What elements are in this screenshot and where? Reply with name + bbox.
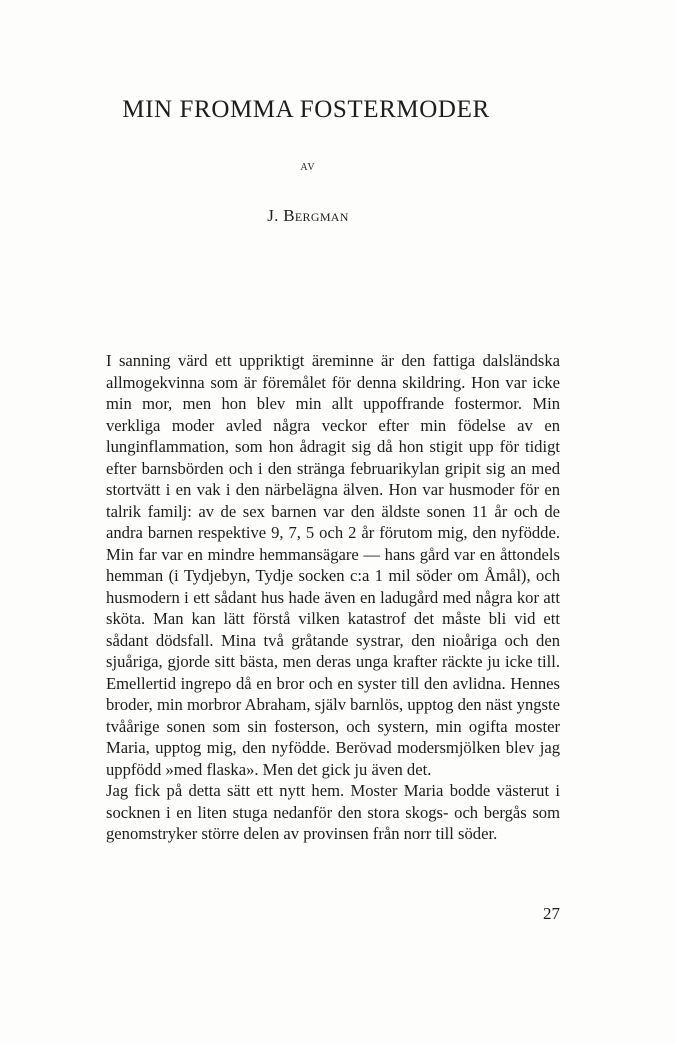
article-body xyxy=(106,350,560,845)
article-title: MIN FROMMA FOSTERMODER xyxy=(122,96,490,123)
page-number: 27 xyxy=(543,904,560,923)
paragraph-2: Jag fick på detta sätt ett nytt hem. Moster Maria bodde västerut i socknen i en liten stuga nedanför den stora skogs- och bergås som genomstryker större delen av provinsen från norr till söder. xyxy=(106,781,560,843)
paragraph-1: I sanning värd ett uppriktigt äreminne är den fattiga dalsländska allmogekvinna som är föremålet för denna skildring. Hon var icke min mor, men hon blev min allt uppoffrande fostermor. Min verkliga moder avled några veckor efter min födelse av en lunginflammation, som hon ådragit sig då hon stigit upp för tidigt efter barnsbörden och i den stränga februarikylan gripit sig an med stortvätt i en vak i den närbelägna älven. Hon var husmoder för en talrik familj: av de sex barnen var den äldste sonen 11 år och de andra barnen respektive 9, 7, 5 och 2 år förutom mig, den nyfödde. Min far var en mindre hemmansägare — hans gård var en åttondels hemman (i Tydjebyn, Tydje socken c:a 1 mil söder om Åmål), och husmodern i ett sådant hus hade även en ladugård med några kor att sköta. Man kan lätt förstå vilken katastrof det måste bli vid ett sådant dödsfall. Mina två gråtande systrar, den nioåriga och den sjuåriga, gjorde sitt bästa, men deras unga krafter räckte ju icke till. Emellertid ingrepo då en bror och en syster till den avlidna. Hennes broder, min morbror Abraham, själv barnlös, upptog den näst yngste tvåårige sonen som sin fosterson, och systern, min ogifta moster Maria, upptog mig, den nyfödde. Berövad modersmjölken blev jag uppfödd »med flaska». Men det gick ju även det. xyxy=(106,351,560,779)
byline: AV xyxy=(300,162,316,173)
author-name: J. Bergman xyxy=(267,206,349,225)
